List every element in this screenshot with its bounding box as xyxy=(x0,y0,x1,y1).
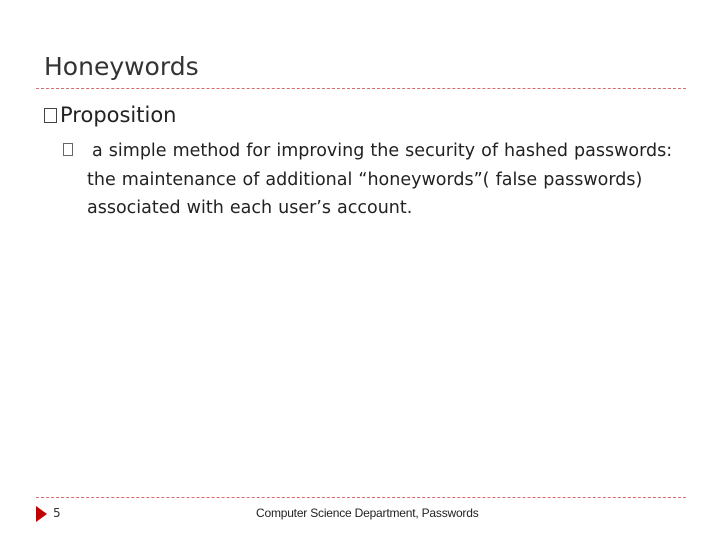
slide-title: Honeywords xyxy=(44,52,199,81)
triangle-arrow-icon xyxy=(36,506,47,522)
bullet-proposition-label: Proposition xyxy=(60,103,177,127)
bullet-proposition xyxy=(44,103,177,127)
sub-bullet-text: a simple method for improving the security of hashed passwords: the maintenance of additional “honeywords”( false passwords) associated with each user’s account. xyxy=(87,141,673,218)
square-bullet-icon xyxy=(44,108,57,123)
footer-divider xyxy=(36,497,686,498)
footer-text: Computer Science Department, Passwords xyxy=(256,506,479,520)
title-divider xyxy=(36,88,686,89)
square-bullet-icon xyxy=(63,143,73,156)
slide-number: 5 xyxy=(53,506,61,520)
